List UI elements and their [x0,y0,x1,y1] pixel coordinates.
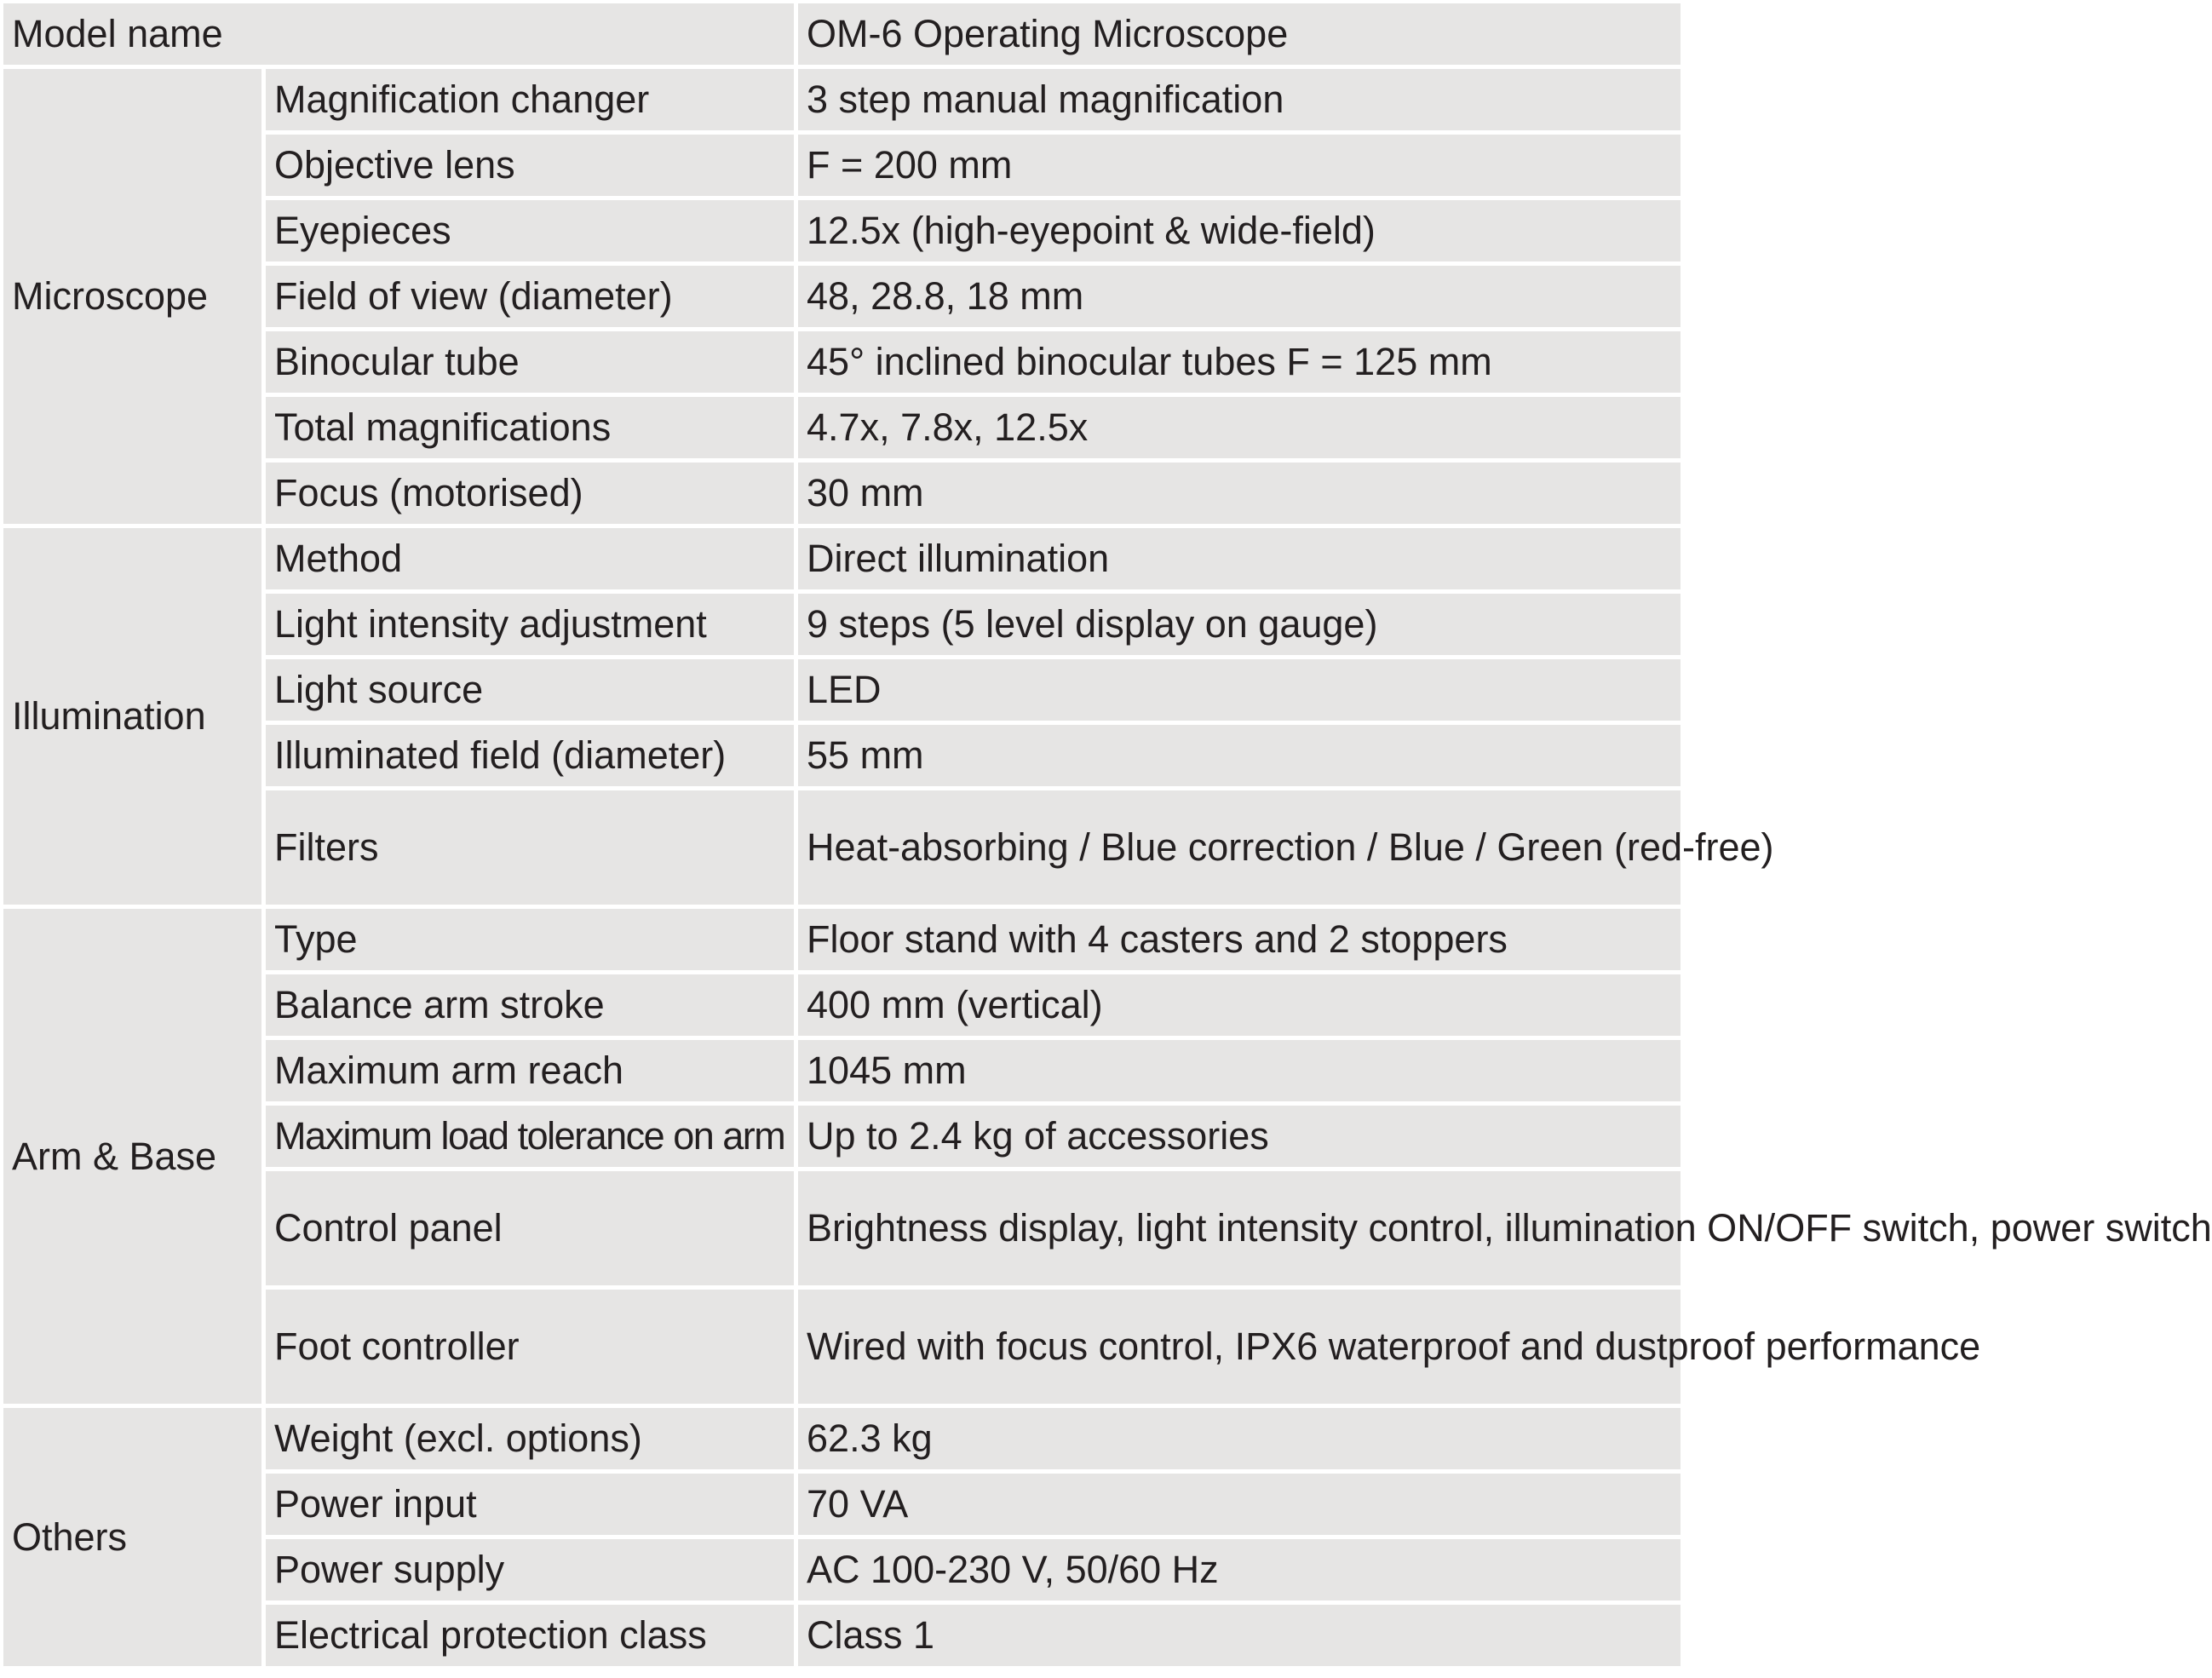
property-label: Magnification changer [266,69,794,130]
property-value: AC 100-230 V, 50/60 Hz [798,1539,1681,1600]
property-value: 62.3 kg [798,1408,1681,1469]
property-label: Electrical protection class [266,1605,794,1666]
property-label: Focus (motorised) [266,463,794,524]
table-row [3,528,1681,589]
property-value: Heat-absorbing / Blue correction / Blue / Green (red-free) [798,790,1681,905]
property-value: Floor stand with 4 casters and 2 stoppers [798,909,1681,970]
property-label: Weight (excl. options) [266,1408,794,1469]
property-label: Illuminated field (diameter) [266,725,794,786]
property-label: Balance arm stroke [266,974,794,1036]
property-value: F = 200 mm [798,135,1681,196]
model-name-value: OM-6 Operating Microscope [798,3,1681,65]
property-value: 4.7x, 7.8x, 12.5x [798,397,1681,458]
property-label: Maximum load tolerance on arm [266,1106,794,1167]
property-value: 30 mm [798,463,1681,524]
property-label: Power input [266,1474,794,1535]
property-label: Foot controller [266,1290,794,1404]
model-name-label: Model name [3,3,794,65]
group-label-illumination: Illumination [3,528,261,905]
property-value: Direct illumination [798,528,1681,589]
property-value: 400 mm (vertical) [798,974,1681,1036]
table-row [3,1408,1681,1469]
property-value: Wired with focus control, IPX6 waterproof and dustproof performance [798,1290,1681,1404]
group-label-arm-base: Arm & Base [3,909,261,1404]
property-label: Objective lens [266,135,794,196]
property-value: 48, 28.8, 18 mm [798,266,1681,327]
table-row [3,3,1681,65]
property-value: Up to 2.4 kg of accessories [798,1106,1681,1167]
table-row [3,69,1681,130]
property-label: Filters [266,790,794,905]
property-value: 3 step manual magnification [798,69,1681,130]
property-value: 70 VA [798,1474,1681,1535]
property-value: LED [798,659,1681,721]
property-label: Light source [266,659,794,721]
property-label: Light intensity adjustment [266,594,794,655]
property-value: Brightness display, light intensity control, illumination ON/OFF switch, power switch [798,1171,1681,1285]
property-label: Field of view (diameter) [266,266,794,327]
property-value: 12.5x (high-eyepoint & wide-field) [798,200,1681,261]
property-value: Class 1 [798,1605,1681,1666]
property-value: 1045 mm [798,1040,1681,1101]
property-label: Maximum arm reach [266,1040,794,1101]
table-row [3,909,1681,970]
property-label: Power supply [266,1539,794,1600]
property-label: Control panel [266,1171,794,1285]
property-label: Method [266,528,794,589]
property-label: Eyepieces [266,200,794,261]
group-label-others: Others [3,1408,261,1666]
property-value: 45° inclined binocular tubes F = 125 mm [798,331,1681,393]
property-value: 9 steps (5 level display on gauge) [798,594,1681,655]
property-label: Type [266,909,794,970]
property-label: Binocular tube [266,331,794,393]
property-label: Total magnifications [266,397,794,458]
property-value: 55 mm [798,725,1681,786]
group-label-microscope: Microscope [3,69,261,524]
